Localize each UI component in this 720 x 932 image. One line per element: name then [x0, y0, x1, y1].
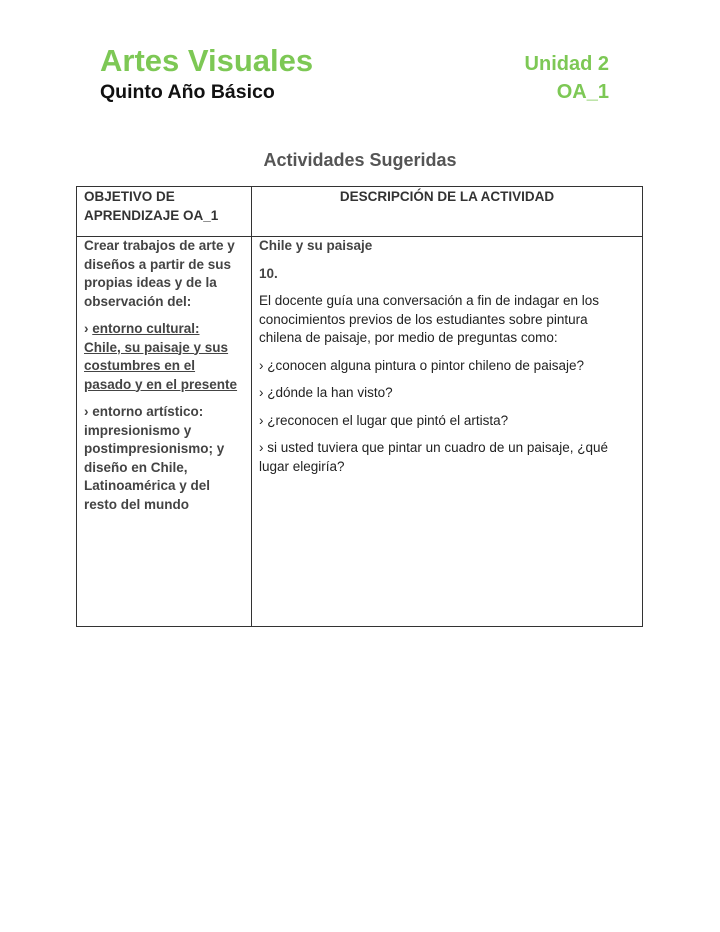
- objective-bullet-artistic: [84, 403, 249, 514]
- text-line: Crear trabajos de arte y: [84, 238, 235, 253]
- text-line: › ¿dónde la han visto?: [259, 385, 393, 400]
- objective-bullet-cultural: [84, 320, 249, 394]
- activities-table: [76, 186, 643, 627]
- unit-label: Unidad 2: [524, 53, 609, 75]
- text-line: conocimientos previos de los estudiantes sobre pintura: [259, 311, 588, 327]
- text-line: chilena de paisaje, por medio de preguntas como:: [259, 330, 558, 345]
- text-line: › ¿reconocen el lugar que pintó el artista?: [259, 412, 509, 428]
- header-line: OBJETIVO DE: [84, 189, 175, 204]
- objective-intro: [84, 237, 249, 311]
- column-divider: [251, 187, 252, 626]
- bullet-marker: ›: [84, 321, 93, 336]
- text-line: El docente guía una conversación a fin de indagar en los: [259, 293, 599, 308]
- header-line: APRENDIZAJE OA_1: [84, 207, 219, 223]
- text-line: pasado y en el presente: [84, 376, 238, 392]
- activity-paragraph: [259, 292, 639, 348]
- activity-title: Chile y su paisaje: [259, 238, 373, 253]
- text-line: › ¿conocen alguna pintura o pintor chileno de paisaje?: [259, 357, 584, 373]
- grade-subtitle: Quinto Año Básico: [100, 81, 275, 103]
- question-item: [259, 412, 639, 431]
- text-line: costumbres en el: [84, 358, 196, 373]
- question-item: [259, 384, 639, 403]
- text-line: impresionismo y: [84, 422, 192, 438]
- text-line: diseño en Chile,: [84, 459, 188, 475]
- text-line: › si usted tuviera que pintar un cuadro de un paisaje, ¿qué: [259, 440, 608, 455]
- text-line: resto del mundo: [84, 496, 190, 512]
- description-column-header: DESCRIPCIÓN DE LA ACTIVIDAD: [339, 189, 555, 204]
- text-line: lugar elegiría?: [259, 458, 345, 474]
- text-line: diseños a partir de sus: [84, 256, 232, 272]
- activity-cell: [259, 237, 639, 485]
- text-line: › entorno artístico:: [84, 404, 204, 419]
- text-line: Latinoamérica y del: [84, 478, 211, 493]
- objective-cell: [84, 237, 249, 523]
- section-title: Actividades Sugeridas: [263, 150, 457, 170]
- text-line: observación del:: [84, 293, 192, 309]
- oa-label: OA_1: [556, 81, 609, 103]
- question-item: [259, 357, 639, 376]
- text-line: postimpresionismo; y: [84, 441, 225, 456]
- activity-number: 10.: [259, 265, 278, 281]
- text-line: entorno cultural:: [92, 321, 200, 336]
- question-item: [259, 439, 639, 476]
- text-line: propias ideas y de la: [84, 275, 217, 290]
- text-line: Chile, su paisaje y sus: [84, 339, 229, 355]
- subject-title: Artes Visuales: [100, 43, 314, 78]
- objective-column-header: [84, 188, 218, 225]
